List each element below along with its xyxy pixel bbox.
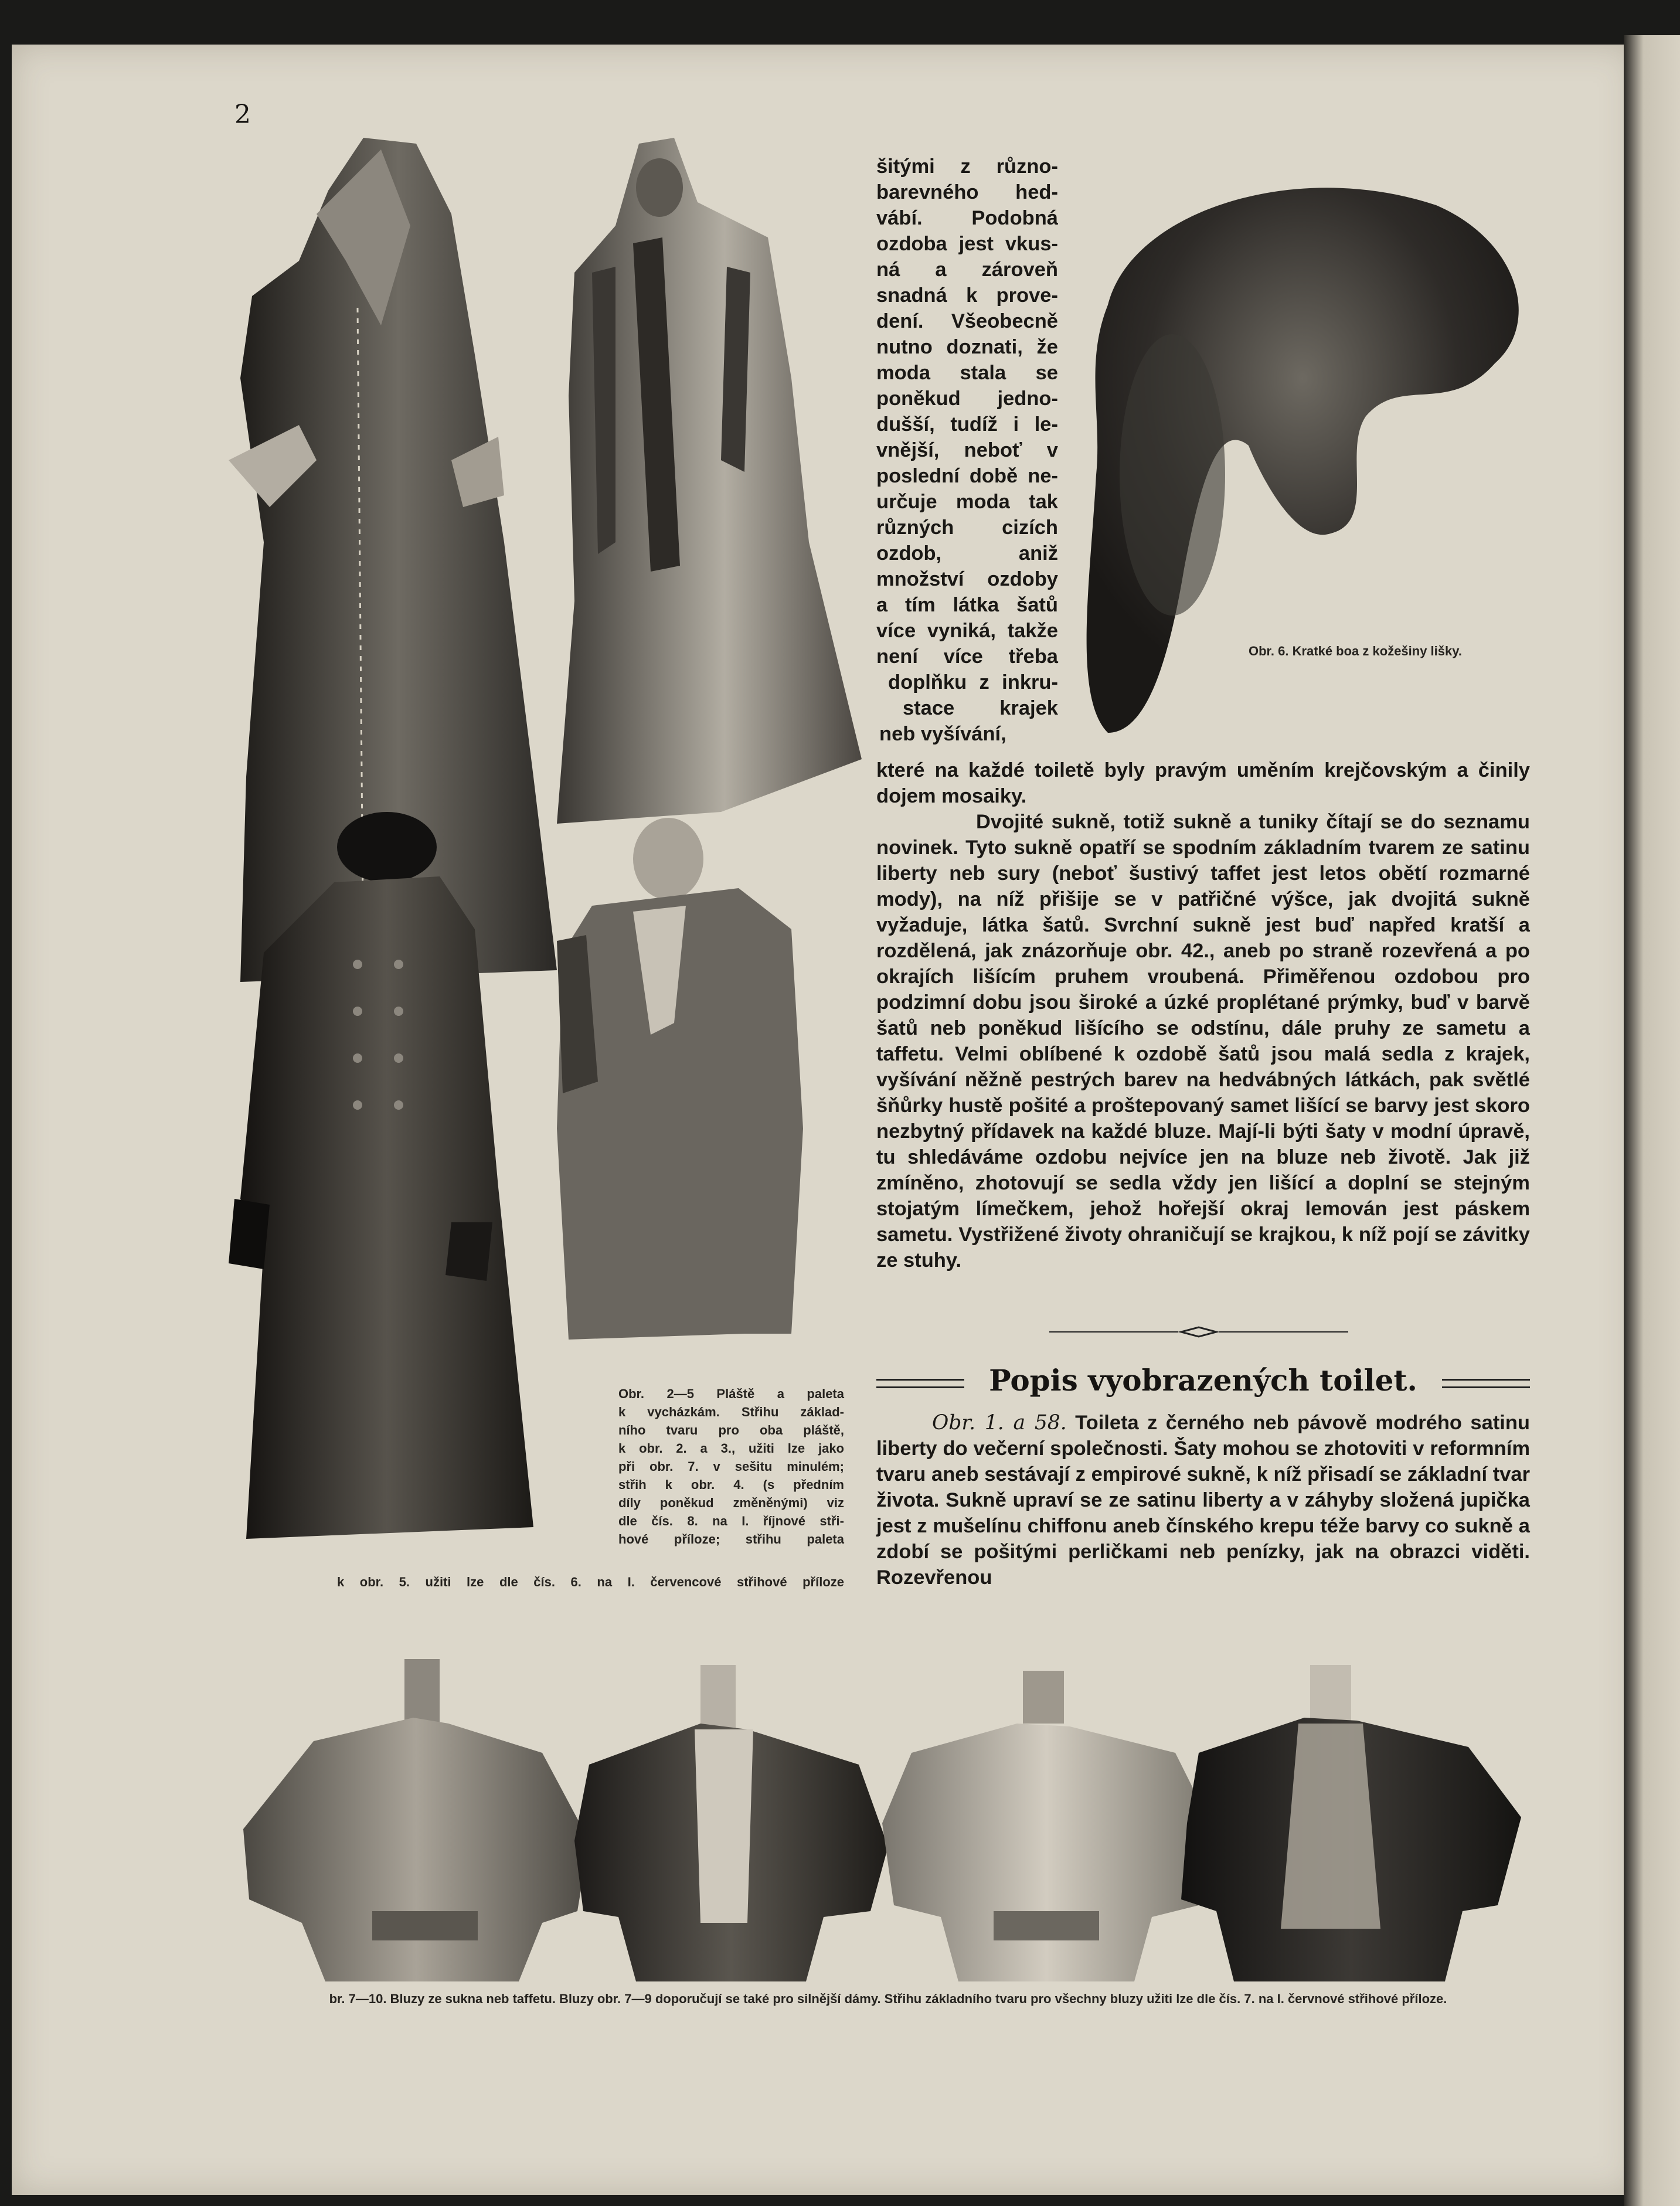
column-line: dení. Všeobecně [876, 310, 1058, 332]
caption-line: k obr. 2. a 3., užiti lze jako [618, 1441, 844, 1456]
description-paragraph [876, 1410, 1530, 1590]
caption-line: ního tvaru pro oba pláště, [618, 1423, 844, 1437]
column-line: ozdob, aniž [876, 542, 1058, 565]
next-page-edge [1624, 35, 1680, 2206]
caption-line: díly poněkud změněnými) viz [618, 1495, 844, 1510]
column-line: dušší, tudíž i le- [876, 413, 1058, 436]
main-paragraph [876, 757, 1530, 1273]
column-line: moda stala se [876, 362, 1058, 384]
description-text: Toileta z černého neb pávově modrého satinu liberty do večerní společnosti. Šaty mohou se zhotoviti v reformním tvaru aneb sestávají z empirové sukně, k níž přisadí se základní tvar života. Sukně upraví se ze satinu liberty a v záhyby složená jupička jest z mušelínu chiffonu aneb čínského krepu téže barvy co sukně a zdobí se pošitými perličkami neb penízky, jak na obrazci viděti. Rozevřenou [876, 1412, 1530, 1589]
coats-caption [618, 1385, 844, 1548]
section-heading: Popis vyobrazených toilet. [989, 1363, 1417, 1398]
column-line: a tím látka šatů [876, 594, 1058, 616]
narrow-column-text [876, 154, 1058, 747]
column-line: různých cizích [876, 516, 1058, 539]
caption-line: dle čís. 8. na I. říjnové stři- [618, 1514, 844, 1528]
column-line: ná a zároveň [876, 259, 1058, 281]
column-line: barevného hed- [876, 181, 1058, 203]
column-line: poněkud jedno- [876, 388, 1058, 410]
heading-rule-right [1442, 1379, 1530, 1388]
column-line: množství ozdoby [876, 568, 1058, 590]
column-line: poslední době ne- [876, 465, 1058, 487]
page-number: 2 [234, 100, 251, 130]
blouse-figure-9 [882, 1671, 1210, 1981]
ornamental-divider [1049, 1326, 1348, 1338]
paragraph-double-skirts: Dvojité sukně, totiž sukně a tuniky čítají se do seznamu novinek. Tyto sukně opatří se spodním základním tvarem ze satinu liberty neb sury (neboť šustivý taffet jest letos obětí rozmarné mody), na níž přišije se v patřičné výšce, jak dvojitá sukně vyžaduje, látka šatů. Svrchní sukně jest buď napřed kratší a rozdělená, jak znázorňuje obr. 42., aneb po straně rozevřená a po okrajích lišícím pruhem vroubená. Přiměřenou ozdobou pro podzimní dobu jsou široké a úzké proplétané prýmky, buď v barvě šatů neb poněkud lišícího se odstínu, dále pruhy ze sametu a taffetu. Velmi oblíbené k ozdobě šatů jsou malá sedla z krajek, vyšívání něžně pestrých barev na hedvábných látkách, pak světlé šňůrky hustě pošité a proštepovaný samet lišící se barvy jest skoro nezbytný přídavek na každé bluze. Mají-li býti šaty v modní úpravě, tu shledáváme ozdobu nejvíce jen na bluze neb životě. Jak již zmíněno, zhotovují se sedla vždy jen lišící a doplní se stejným stojatým límečkem, jehož hořejší okraj lemován jest páskem sametu. Vystřižené životy ohraničují se krajkou, k níž pojí se závitky ze stuhy. [876, 811, 1530, 1272]
blouse-figure-10 [1181, 1665, 1521, 1981]
column-line: určuje moda tak [876, 491, 1058, 513]
blouses-caption: br. 7—10. Bluzy ze sukna neb taffetu. Bluzy obr. 7—9 doporučují se také pro silnější dámy. Střihu základního tvaru pro všechny bluzy užiti lze dle čís. 7. na I. červnové střihové příloze. [329, 1991, 1447, 2006]
column-line: nutno doznati, že [876, 336, 1058, 358]
caption-line: při obr. 7. v sešitu minulém; [618, 1459, 844, 1474]
paletot-figure-5 [557, 818, 803, 1340]
caption-line: střih k obr. 4. (s předním [618, 1477, 844, 1492]
blouse-figure-7 [243, 1659, 589, 1981]
column-line: více vyniká, takže [876, 620, 1058, 642]
coats-illustration [229, 132, 873, 1545]
coats-caption-last-line: k obr. 5. užiti lze dle čís. 6. na I. červencové střihové příloze [337, 1575, 844, 1589]
paragraph-lead: které na každé toiletě byly pravým uměním krejčovským a činily dojem mosaiky. [876, 759, 1530, 807]
figure-reference: Obr. 1. a 58. [932, 1411, 1067, 1435]
column-line: snadná k prove- [876, 284, 1058, 307]
caption-line: k vycházkám. Střihu základ- [618, 1405, 844, 1419]
blouse-figure-8 [574, 1665, 888, 1981]
caption-line: Obr. 2—5 Pláště a paleta [618, 1386, 844, 1401]
caption-line: hové příloze; střihu paleta [618, 1532, 844, 1546]
column-line: neb vyšívání, [879, 723, 1006, 745]
column-line: doplňku z inkru- [888, 671, 1058, 694]
column-line: vábí. Podobná [876, 207, 1058, 229]
column-line: není více třeba [876, 645, 1058, 668]
column-line: stace krajek [903, 697, 1058, 719]
column-line: ozdoba jest vkus- [876, 233, 1058, 255]
column-line: vnější, neboť v [876, 439, 1058, 461]
blouses-illustration [237, 1653, 1527, 1981]
coat-figure-3 [557, 138, 862, 824]
column-line: šitými z různo- [876, 155, 1058, 178]
fox-boa-illustration [1073, 170, 1536, 750]
fox-boa-caption: Obr. 6. Kratké boa z kožešiny lišky. [1249, 644, 1462, 658]
